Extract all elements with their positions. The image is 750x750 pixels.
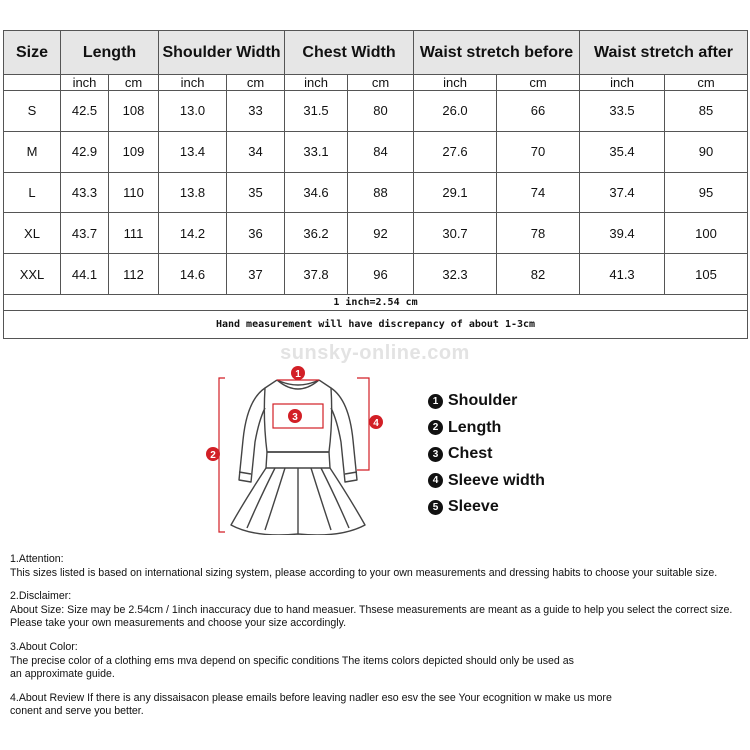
value-cell: 37	[227, 254, 285, 295]
note-about-color	[10, 641, 748, 682]
value-cell: 27.6	[414, 131, 497, 172]
units-empty-cell	[4, 75, 61, 91]
conversion-note-row	[4, 294, 748, 310]
svg-text:2: 2	[210, 450, 216, 461]
legend-item-sleeve-width	[428, 468, 545, 495]
value-cell: 34.6	[285, 172, 348, 213]
unit-cm: cm	[227, 75, 285, 91]
value-cell: 33	[227, 91, 285, 132]
note-line: Please take your own measurements and choose your size accordingly.	[10, 617, 347, 630]
unit-inch: inch	[285, 75, 348, 91]
legend-number-4: 4	[428, 473, 443, 488]
value-cell: 88	[348, 172, 414, 213]
size-cell: L	[4, 172, 61, 213]
value-cell: 43.3	[61, 172, 109, 213]
note-line: The precise color of a clothing ems mva depend on specific conditions The items colors depicted should only be used as	[10, 654, 574, 667]
legend-number-2: 2	[428, 420, 443, 435]
measurement-legend	[428, 388, 545, 521]
measurement-note: Hand measurement will have discrepancy of about 1-3cm	[4, 310, 748, 338]
note-about-review	[10, 692, 748, 719]
legend-number-1: 1	[428, 394, 443, 409]
dress-measurement-diagram	[195, 360, 405, 535]
header-size: Size	[4, 31, 61, 75]
value-cell: 85	[665, 91, 748, 132]
value-cell: 32.3	[414, 254, 497, 295]
legend-item-shoulder	[428, 388, 545, 415]
marker-1	[291, 366, 305, 380]
value-cell: 84	[348, 131, 414, 172]
value-cell: 112	[109, 254, 159, 295]
note-line: 4.About Review If there is any dissaisacon please emails before leaving nadler eso esv the see Your ecognition w make us more	[10, 691, 612, 704]
value-cell: 43.7	[61, 213, 109, 254]
header-waist-before: Waist stretch before	[414, 31, 580, 75]
legend-number-5: 5	[428, 500, 443, 515]
size-cell: M	[4, 131, 61, 172]
header-chest-width: Chest Width	[285, 31, 414, 75]
marker-4	[369, 415, 383, 429]
value-cell: 30.7	[414, 213, 497, 254]
note-title: 1.Attention:	[10, 553, 64, 565]
unit-inch: inch	[414, 75, 497, 91]
note-attention	[10, 553, 748, 580]
value-cell: 33.1	[285, 131, 348, 172]
legend-label: Length	[448, 418, 502, 436]
value-cell: 33.5	[580, 91, 665, 132]
value-cell: 13.0	[159, 91, 227, 132]
value-cell: 105	[665, 254, 748, 295]
value-cell: 78	[497, 213, 580, 254]
note-line: About Size: Size may be 2.54cm / 1inch inaccuracy due to hand measuer. Thsese measurements are meant as a guide to help you select the correct size.	[10, 603, 733, 616]
table-row	[4, 254, 748, 295]
value-cell: 41.3	[580, 254, 665, 295]
note-disclaimer	[10, 590, 748, 631]
legend-item-length	[428, 415, 545, 442]
value-cell: 109	[109, 131, 159, 172]
svg-text:3: 3	[292, 412, 298, 423]
unit-cm: cm	[665, 75, 748, 91]
table-row	[4, 213, 748, 254]
value-cell: 31.5	[285, 91, 348, 132]
value-cell: 42.9	[61, 131, 109, 172]
legend-item-chest	[428, 441, 545, 468]
svg-text:4: 4	[373, 418, 379, 429]
value-cell: 39.4	[580, 213, 665, 254]
units-row	[4, 75, 748, 91]
unit-cm: cm	[109, 75, 159, 91]
value-cell: 108	[109, 91, 159, 132]
table-header-row	[4, 31, 748, 75]
header-shoulder-width: Shoulder Width	[159, 31, 285, 75]
legend-number-3: 3	[428, 447, 443, 462]
value-cell: 13.8	[159, 172, 227, 213]
value-cell: 90	[665, 131, 748, 172]
value-cell: 35.4	[580, 131, 665, 172]
value-cell: 14.6	[159, 254, 227, 295]
note-line: This sizes listed is based on international sizing system, please according to your own measurements and dressing habits to choose your suitable size.	[10, 566, 718, 579]
header-waist-after: Waist stretch after	[580, 31, 748, 75]
conversion-note: 1 inch=2.54 cm	[4, 294, 748, 310]
value-cell: 14.2	[159, 213, 227, 254]
table-row	[4, 131, 748, 172]
value-cell: 80	[348, 91, 414, 132]
size-cell: XXL	[4, 254, 61, 295]
unit-cm: cm	[497, 75, 580, 91]
value-cell: 100	[665, 213, 748, 254]
value-cell: 95	[665, 172, 748, 213]
value-cell: 66	[497, 91, 580, 132]
value-cell: 35	[227, 172, 285, 213]
value-cell: 92	[348, 213, 414, 254]
value-cell: 82	[497, 254, 580, 295]
notes-section	[10, 553, 748, 729]
legend-item-sleeve	[428, 494, 545, 521]
value-cell: 96	[348, 254, 414, 295]
unit-inch: inch	[61, 75, 109, 91]
value-cell: 37.4	[580, 172, 665, 213]
value-cell: 110	[109, 172, 159, 213]
legend-label: Chest	[448, 445, 493, 463]
unit-cm: cm	[348, 75, 414, 91]
value-cell: 36.2	[285, 213, 348, 254]
unit-inch: inch	[159, 75, 227, 91]
value-cell: 111	[109, 213, 159, 254]
table-row	[4, 91, 748, 132]
value-cell: 44.1	[61, 254, 109, 295]
note-line: conent and serve you better.	[10, 705, 144, 718]
marker-2	[206, 447, 220, 461]
legend-label: Sleeve	[448, 498, 499, 516]
measurement-note-row	[4, 310, 748, 338]
legend-label: Sleeve width	[448, 471, 545, 489]
table-row	[4, 172, 748, 213]
legend-label: Shoulder	[448, 392, 518, 410]
size-chart-table	[3, 30, 748, 339]
value-cell: 26.0	[414, 91, 497, 132]
value-cell: 74	[497, 172, 580, 213]
note-title: 3.About Color:	[10, 640, 78, 653]
size-cell: XL	[4, 213, 61, 254]
value-cell: 37.8	[285, 254, 348, 295]
svg-text:1: 1	[295, 369, 301, 380]
size-cell: S	[4, 91, 61, 132]
note-line: an approximate guide.	[10, 668, 115, 681]
note-title: 2.Disclaimer:	[10, 590, 72, 603]
value-cell: 42.5	[61, 91, 109, 132]
value-cell: 34	[227, 131, 285, 172]
watermark: sunsky-online.com	[280, 342, 470, 364]
unit-inch: inch	[580, 75, 665, 91]
value-cell: 29.1	[414, 172, 497, 213]
header-length: Length	[61, 31, 159, 75]
value-cell: 13.4	[159, 131, 227, 172]
dress-outline	[231, 380, 365, 535]
value-cell: 36	[227, 213, 285, 254]
marker-3	[288, 409, 302, 423]
value-cell: 70	[497, 131, 580, 172]
